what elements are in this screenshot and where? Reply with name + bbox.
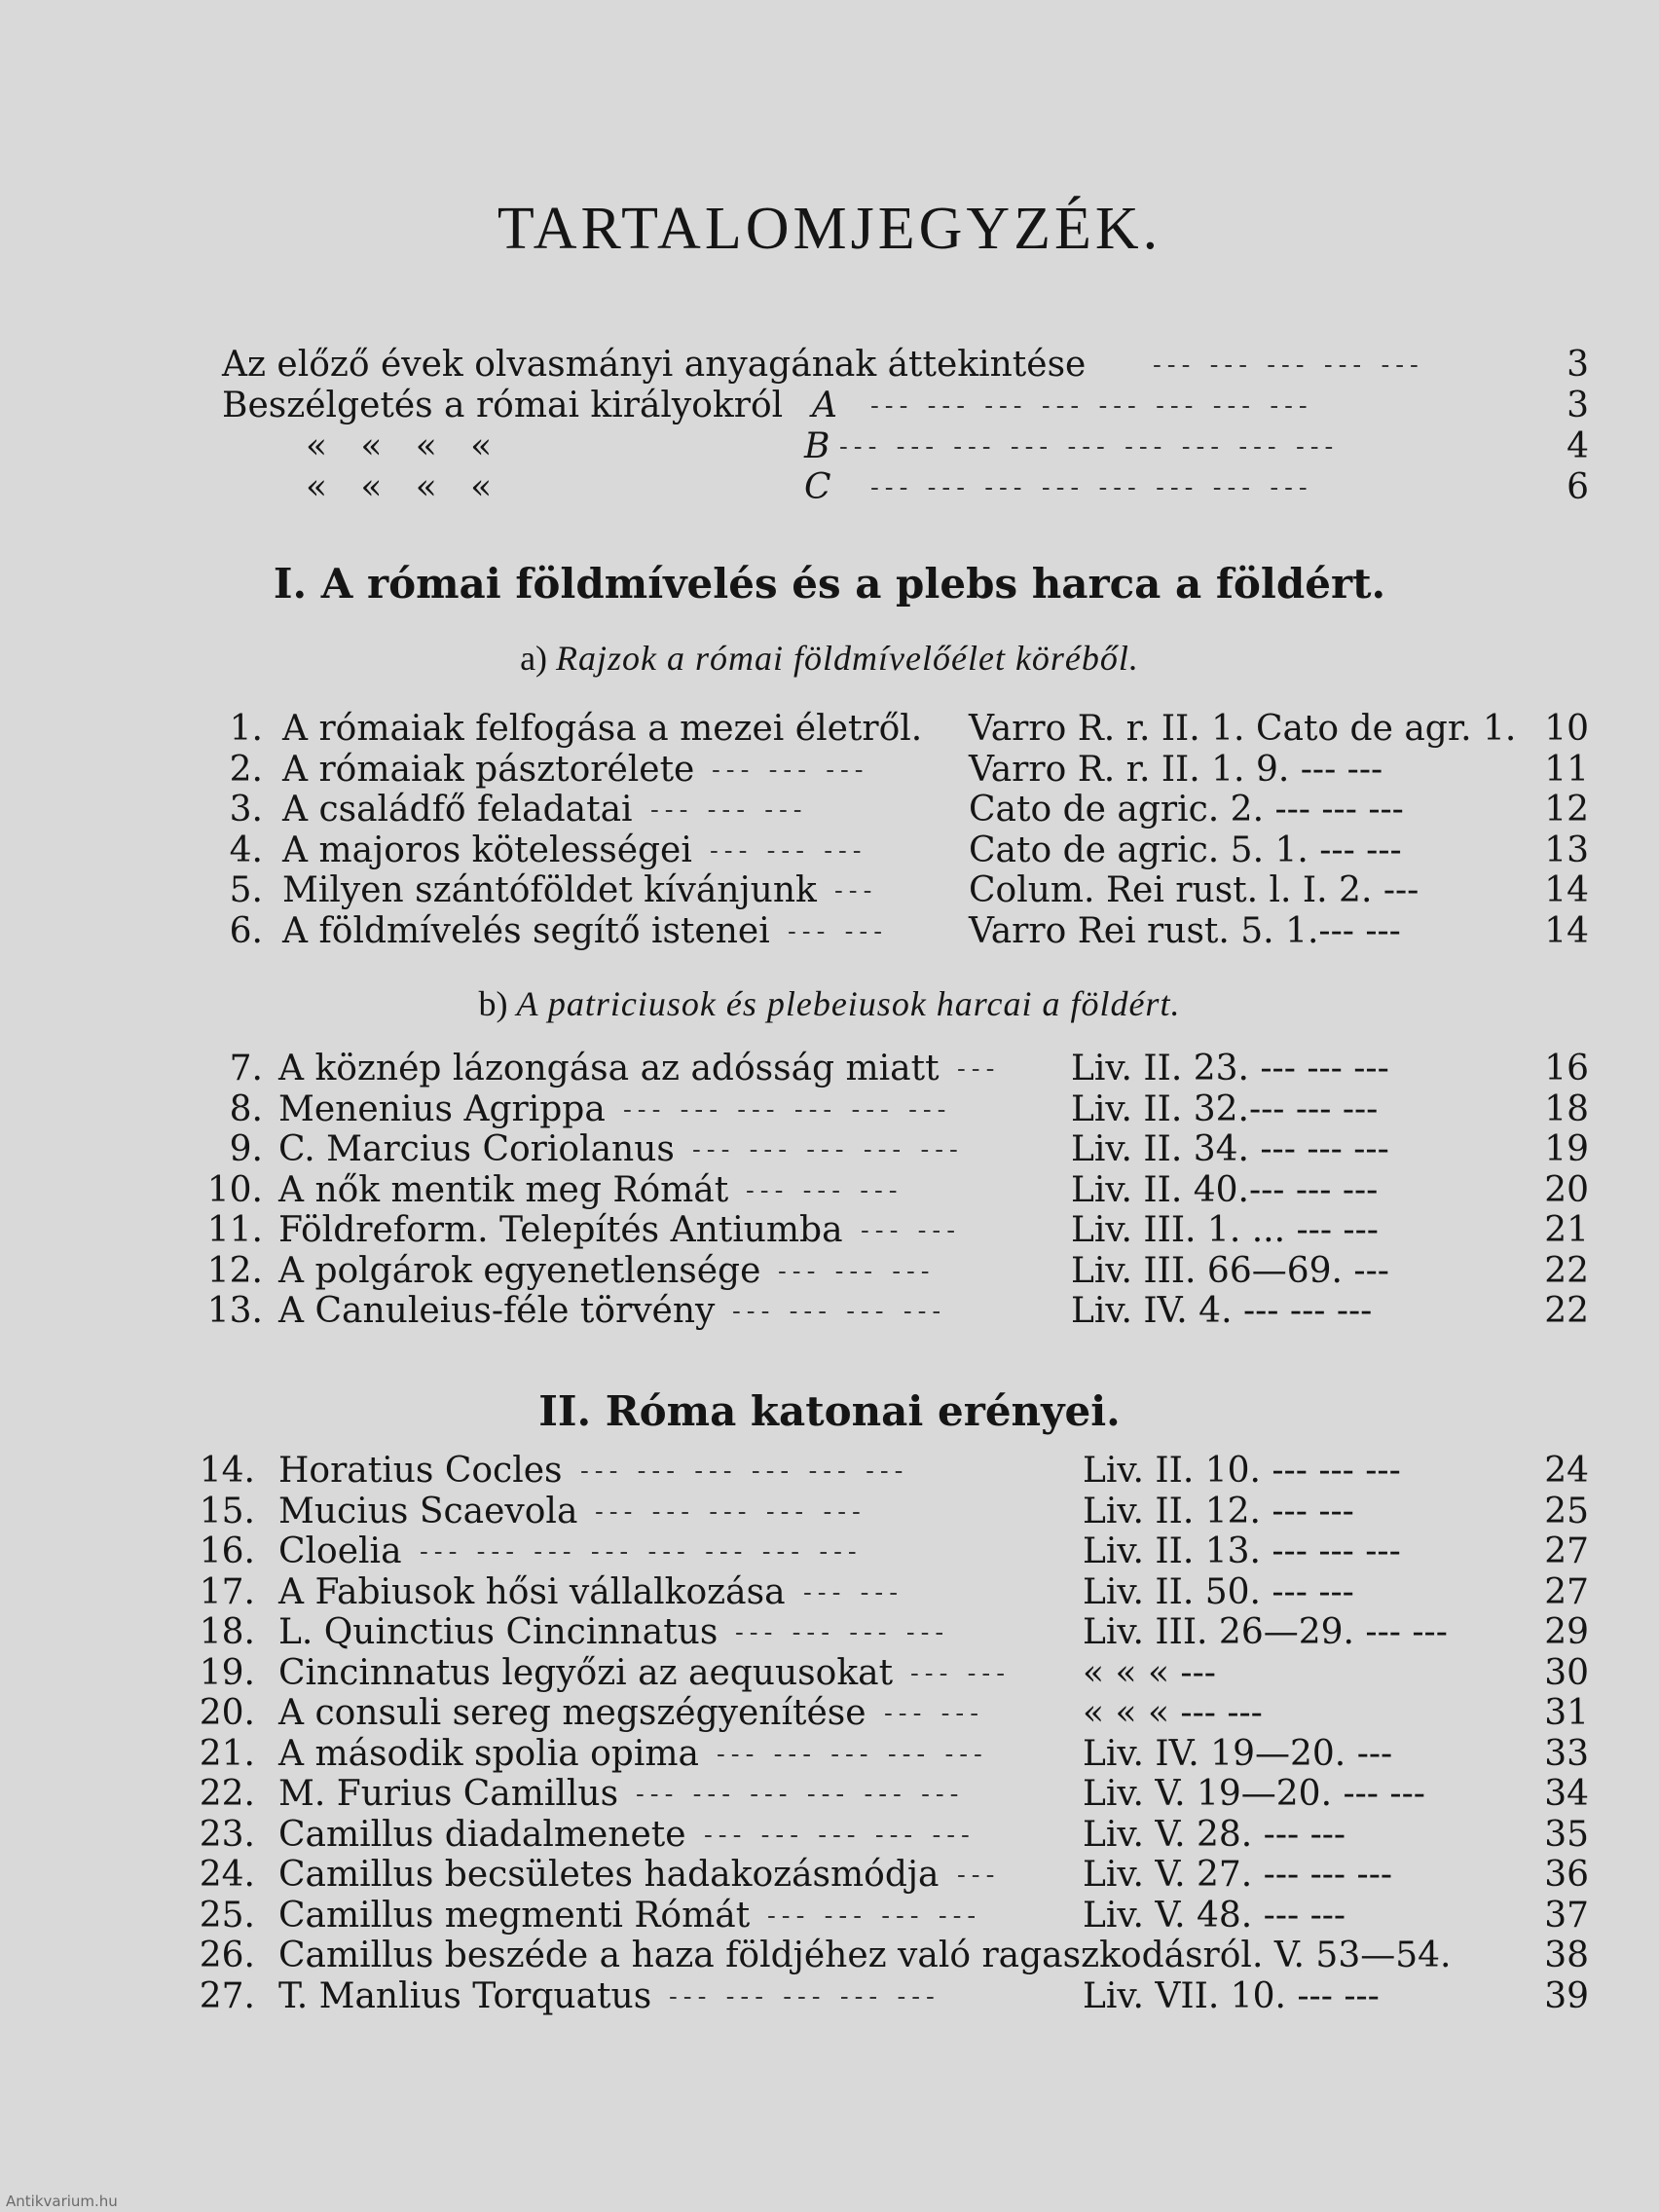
entry-source: Liv. II. 32.--- --- --- bbox=[1071, 1088, 1379, 1129]
entry-title: Az előző évek olvasmányi anyagának áttekintése bbox=[222, 345, 1087, 385]
toc-entry bbox=[0, 345, 1659, 386]
entry-page: 34 bbox=[1544, 1774, 1589, 1814]
entry-leader: --- --- --- --- --- bbox=[595, 1496, 866, 1527]
entry-page: 12 bbox=[1544, 790, 1589, 830]
toc-entry bbox=[0, 426, 1659, 467]
entry-leader: --- --- --- --- bbox=[732, 1297, 947, 1326]
toc-entry bbox=[0, 1291, 1659, 1332]
toc-entry bbox=[0, 790, 1659, 830]
entry-number: 21. bbox=[199, 1733, 255, 1774]
toc-entry bbox=[0, 1572, 1659, 1613]
subheading-prefix: a) bbox=[520, 639, 548, 678]
entry-source: Liv. V. 48. --- --- bbox=[1083, 1895, 1346, 1936]
entry-source: Varro R. r. II. 1. Cato de agr. 1. bbox=[969, 709, 1517, 749]
entry-leader: --- bbox=[957, 1054, 1001, 1084]
entry-source: Liv. V. 28. --- --- bbox=[1083, 1814, 1346, 1855]
toc-entry bbox=[0, 870, 1659, 911]
toc-entry bbox=[0, 1976, 1659, 2017]
entry-leader: --- --- --- --- --- --- --- --- --- bbox=[839, 432, 1340, 461]
entry-title: Beszélgetés a római királyokról bbox=[222, 386, 784, 425]
entry-number: 22. bbox=[199, 1774, 255, 1814]
entry-source: Cato de agric. 5. 1. --- --- bbox=[969, 830, 1402, 870]
entry-title: Földreform. Telepítés Antiumba bbox=[278, 1210, 843, 1250]
entry-title: Mucius Scaevola bbox=[278, 1491, 578, 1531]
entry-title: Camillus diadalmenete bbox=[278, 1814, 686, 1855]
toc-entry bbox=[0, 1451, 1659, 1492]
entry-number: 19. bbox=[199, 1652, 255, 1693]
entry-leader: --- bbox=[957, 1861, 1001, 1890]
entry-page: 20 bbox=[1544, 1169, 1589, 1210]
entry-leader: --- --- --- bbox=[650, 795, 808, 825]
entry-title: A polgárok egyenetlensége bbox=[278, 1250, 761, 1291]
entry-number: 17. bbox=[199, 1571, 255, 1612]
entry-number: 6. bbox=[229, 910, 263, 951]
entry-source: Colum. Rei rust. l. I. 2. --- bbox=[969, 870, 1419, 910]
entry-title: A köznép lázongása az adósság miatt bbox=[278, 1049, 940, 1088]
toc-entry bbox=[0, 1129, 1659, 1170]
entry-page: 3 bbox=[1567, 345, 1589, 385]
entry-source: Liv. II. 50. --- --- bbox=[1083, 1571, 1354, 1612]
toc-entry bbox=[0, 1734, 1659, 1775]
entry-number: 11. bbox=[206, 1210, 263, 1250]
toc-entry bbox=[0, 1049, 1659, 1089]
entry-source: Liv. II. 12. --- --- bbox=[1083, 1491, 1354, 1531]
entry-source: Liv. III. 1. ... --- --- bbox=[1071, 1210, 1379, 1250]
entry-title: A rómaiak pásztorélete bbox=[282, 749, 695, 790]
entry-title: Camillus becsületes hadakozásmódja bbox=[278, 1855, 940, 1895]
entry-title: C. Marcius Coriolanus bbox=[278, 1129, 675, 1169]
toc-entry bbox=[0, 1815, 1659, 1856]
toc-entry bbox=[0, 1531, 1659, 1572]
entry-page: 31 bbox=[1544, 1693, 1589, 1733]
entry-number: 25. bbox=[199, 1895, 255, 1936]
entry-page: 18 bbox=[1544, 1088, 1589, 1129]
entry-source: Varro R. r. II. 1. 9. --- --- bbox=[969, 749, 1383, 790]
entry-title: M. Furius Camillus bbox=[278, 1774, 619, 1814]
entry-leader: --- bbox=[834, 876, 878, 905]
entry-page: 13 bbox=[1544, 830, 1589, 870]
entry-source: Liv. II. 10. --- --- --- bbox=[1083, 1451, 1401, 1491]
entry-leader: --- --- bbox=[910, 1658, 1011, 1688]
entry-leader: --- --- --- --- --- bbox=[717, 1739, 988, 1769]
entry-page: 38 bbox=[1544, 1936, 1589, 1975]
toc-entry bbox=[0, 750, 1659, 791]
entry-number: 3. bbox=[229, 790, 263, 830]
subheading-prefix: b) bbox=[478, 984, 508, 1023]
entry-page: 37 bbox=[1544, 1895, 1589, 1936]
entry-page: 36 bbox=[1544, 1855, 1589, 1895]
toc-entry bbox=[0, 1170, 1659, 1211]
entry-number: 23. bbox=[199, 1814, 255, 1855]
entry-page: 27 bbox=[1544, 1571, 1589, 1612]
toc-entry bbox=[0, 1774, 1659, 1815]
entry-leader: --- --- --- --- --- --- --- --- bbox=[870, 473, 1313, 502]
toc-entry bbox=[0, 1936, 1659, 1976]
entry-leader: --- --- --- bbox=[746, 1175, 903, 1205]
toc-entry bbox=[0, 1251, 1659, 1292]
section-subheading bbox=[0, 983, 1659, 1024]
toc-entry bbox=[0, 830, 1659, 871]
entry-leader: --- --- --- --- --- --- bbox=[636, 1780, 965, 1809]
entry-number: 27. bbox=[199, 1975, 255, 2016]
entry-source: Liv. II. 13. --- --- --- bbox=[1083, 1531, 1401, 1571]
toc-entry bbox=[0, 1693, 1659, 1734]
entry-leader: --- --- --- --- --- --- --- --- bbox=[420, 1537, 863, 1567]
entry-number: 12. bbox=[206, 1250, 263, 1291]
entry-leader: --- --- bbox=[884, 1699, 984, 1728]
entry-number: 15. bbox=[199, 1491, 255, 1531]
entry-source: Liv. IV. 19—20. --- bbox=[1083, 1733, 1393, 1774]
entry-letter: B bbox=[804, 426, 830, 466]
entry-number: 5. bbox=[229, 870, 263, 910]
entry-number: 9. bbox=[229, 1129, 263, 1169]
entry-page: 35 bbox=[1544, 1814, 1589, 1855]
entry-page: 14 bbox=[1544, 870, 1589, 910]
entry-page: 22 bbox=[1544, 1250, 1589, 1291]
entry-leader: --- --- --- --- --- --- bbox=[623, 1094, 952, 1124]
part-heading: II. Róma katonai erényei. bbox=[538, 1387, 1121, 1435]
watermark: Antikvarium.hu bbox=[6, 2193, 118, 2210]
entry-source: Liv. V. 19—20. --- --- bbox=[1083, 1774, 1425, 1814]
entry-source: Liv. II. 40.--- --- --- bbox=[1071, 1169, 1379, 1210]
entry-source: « « « --- --- bbox=[1083, 1693, 1263, 1733]
entry-title: Cloelia bbox=[278, 1531, 402, 1571]
entry-number: 18. bbox=[199, 1612, 255, 1652]
entry-page: 25 bbox=[1544, 1491, 1589, 1531]
entry-leader: --- --- --- bbox=[778, 1256, 936, 1286]
toc-entry bbox=[0, 911, 1659, 952]
entry-leader: --- --- --- --- bbox=[767, 1900, 982, 1931]
entry-title: A consuli sereg megszégyenítése bbox=[278, 1693, 866, 1733]
entry-page: 4 bbox=[1567, 426, 1589, 466]
entry-letter: A bbox=[812, 386, 837, 425]
entry-title: Camillus megmenti Rómát bbox=[278, 1895, 751, 1936]
entry-number: 16. bbox=[199, 1531, 255, 1571]
entry-title: Horatius Cocles bbox=[278, 1451, 563, 1491]
entry-page: 14 bbox=[1544, 910, 1589, 951]
entry-title: Menenius Agrippa bbox=[278, 1088, 606, 1129]
entry-title: Milyen szántóföldet kívánjunk bbox=[282, 870, 817, 910]
entry-leader: --- --- bbox=[803, 1577, 903, 1607]
entry-source: Liv. VII. 10. --- --- bbox=[1083, 1975, 1380, 2016]
entry-number: 1. bbox=[229, 709, 263, 749]
entry-source: « « « --- bbox=[1083, 1652, 1216, 1693]
entry-title: A Canuleius-féle törvény bbox=[278, 1291, 716, 1331]
entry-number: 10. bbox=[206, 1169, 263, 1210]
entry-source: Liv. V. 27. --- --- --- bbox=[1083, 1855, 1393, 1895]
toc-entry bbox=[0, 1612, 1659, 1653]
entry-page: 27 bbox=[1544, 1531, 1589, 1571]
entry-leader: --- --- --- --- bbox=[735, 1618, 950, 1647]
entry-page: 16 bbox=[1544, 1049, 1589, 1088]
subheading-title: A patriciusok és plebeiusok harcai a földért. bbox=[516, 984, 1181, 1023]
toc-entry bbox=[0, 1896, 1659, 1936]
entry-page: 19 bbox=[1544, 1129, 1589, 1169]
entry-number: 24. bbox=[199, 1855, 255, 1895]
entry-title: A nők mentik meg Rómát bbox=[278, 1169, 729, 1210]
entry-source: Liv. II. 34. --- --- --- bbox=[1071, 1129, 1389, 1169]
entry-number: 7. bbox=[229, 1049, 263, 1088]
toc-entry bbox=[0, 1089, 1659, 1130]
ditto-marks: « « « « bbox=[306, 426, 493, 466]
entry-title: L. Quinctius Cincinnatus bbox=[278, 1612, 719, 1652]
entry-page: 39 bbox=[1544, 1975, 1589, 2016]
entry-number: 13. bbox=[206, 1291, 263, 1331]
entry-leader: --- --- --- --- --- bbox=[692, 1135, 964, 1164]
entry-title: A majoros kötelességei bbox=[282, 830, 692, 870]
toc-entry bbox=[0, 1492, 1659, 1532]
entry-leader: --- --- --- --- --- --- bbox=[580, 1456, 909, 1486]
toc-entry bbox=[0, 467, 1659, 508]
entry-title: A második spolia opima bbox=[278, 1733, 699, 1774]
entry-number: 4. bbox=[229, 830, 263, 870]
entry-source: Varro Rei rust. 5. 1.--- --- bbox=[969, 910, 1401, 951]
part-heading: I. A római földmívelés és a plebs harca a földért. bbox=[273, 560, 1386, 608]
entry-title: A rómaiak felfogása a mezei életről. bbox=[282, 709, 923, 749]
toc-entry bbox=[0, 1210, 1659, 1251]
ditto-marks: « « « « bbox=[306, 467, 493, 507]
entry-leader: --- --- --- --- --- bbox=[1153, 350, 1424, 380]
entry-leader: --- --- --- --- --- bbox=[704, 1820, 976, 1850]
entry-page: 10 bbox=[1544, 709, 1589, 749]
entry-letter: C bbox=[804, 467, 831, 507]
toc-entry bbox=[0, 386, 1659, 426]
entry-title: A családfő feladatai bbox=[282, 790, 633, 830]
entry-page: 22 bbox=[1544, 1291, 1589, 1331]
entry-source: Liv. IV. 4. --- --- --- bbox=[1071, 1291, 1373, 1331]
entry-number: 14. bbox=[199, 1451, 255, 1491]
entry-leader: --- --- --- --- --- bbox=[669, 1981, 940, 2011]
entry-number: 2. bbox=[229, 749, 263, 790]
entry-leader: --- --- bbox=[788, 916, 888, 946]
entry-source: Liv. III. 66—69. --- bbox=[1071, 1250, 1389, 1291]
entry-page: 33 bbox=[1544, 1733, 1589, 1774]
entry-page: 11 bbox=[1544, 749, 1589, 790]
section-subheading bbox=[0, 638, 1659, 679]
subheading-title: Rajzok a római földmívelőélet köréből. bbox=[556, 639, 1139, 678]
entry-title: Camillus beszéde a haza földjéhez való ragaszkodásról. V. 53—54. bbox=[278, 1936, 1452, 1975]
entry-number: 8. bbox=[229, 1088, 263, 1129]
entry-leader: --- --- --- --- --- --- --- --- bbox=[870, 391, 1313, 421]
entry-source: Liv. II. 23. --- --- --- bbox=[1071, 1049, 1389, 1088]
entry-source: Cato de agric. 2. --- --- --- bbox=[969, 790, 1404, 830]
toc-entry bbox=[0, 1855, 1659, 1896]
entry-source: Liv. III. 26—29. --- --- bbox=[1083, 1612, 1448, 1652]
entry-page: 30 bbox=[1544, 1652, 1589, 1693]
entry-title: A földmívelés segítő istenei bbox=[282, 910, 770, 951]
toc-entry bbox=[0, 1653, 1659, 1694]
entry-page: 29 bbox=[1544, 1612, 1589, 1652]
entry-number: 26. bbox=[199, 1936, 255, 1975]
page-title: TARTALOMJEGYZÉK. bbox=[497, 196, 1162, 262]
entry-title: Cincinnatus legyőzi az aequusokat bbox=[278, 1652, 894, 1693]
entry-leader: --- --- --- bbox=[710, 835, 867, 866]
entry-title: A Fabiusok hősi vállalkozása bbox=[278, 1571, 786, 1612]
entry-leader: --- --- bbox=[861, 1216, 961, 1245]
toc-entry bbox=[0, 709, 1659, 750]
entry-leader: --- --- --- bbox=[712, 755, 869, 785]
entry-page: 24 bbox=[1544, 1451, 1589, 1491]
entry-title: T. Manlius Torquatus bbox=[278, 1975, 652, 2016]
entry-number: 20. bbox=[199, 1693, 255, 1733]
entry-page: 3 bbox=[1567, 386, 1589, 425]
entry-page: 21 bbox=[1544, 1210, 1589, 1250]
entry-page: 6 bbox=[1567, 467, 1589, 507]
